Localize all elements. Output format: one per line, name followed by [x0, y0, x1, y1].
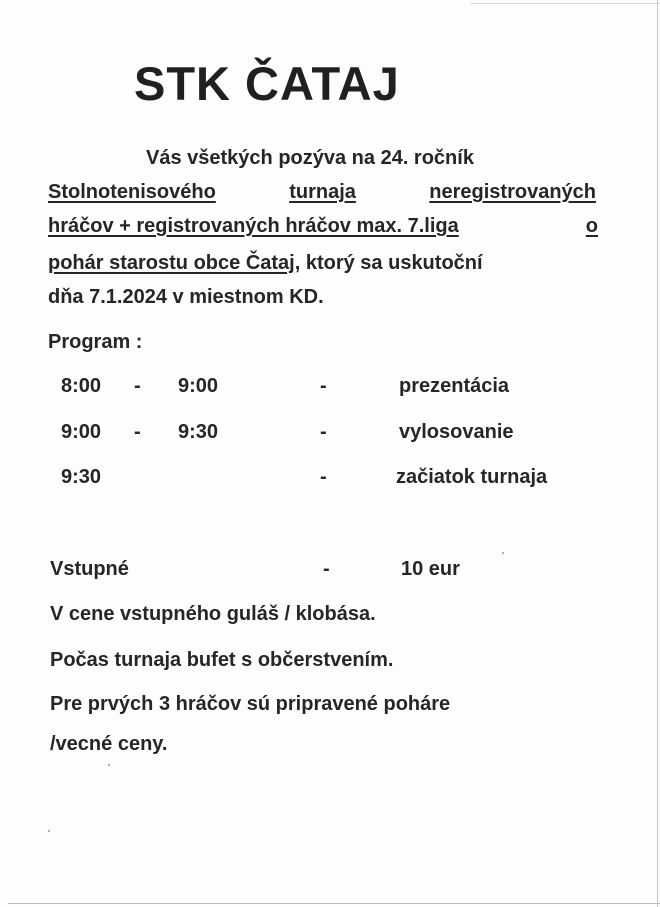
scan-speck [108, 764, 110, 766]
invitation-line-3-end: o [585, 215, 598, 237]
scan-edge-bottom [8, 903, 660, 904]
program-end-time: 9:30 [178, 421, 219, 443]
invitation-line-4 [48, 251, 483, 275]
invitation-word: turnaja [289, 181, 356, 203]
invitation-line-1: Vás všetkých pozýva na 24. ročník [146, 147, 474, 169]
entry-fee-dash: - [323, 558, 330, 580]
program-dash: - [320, 421, 327, 443]
program-range-separator: - [134, 421, 141, 443]
invitation-line-3 [48, 214, 598, 238]
program-heading: Program : [48, 331, 143, 353]
invitation-trophy-name: pohár starostu obce Čataj [48, 252, 295, 274]
program-dash: - [320, 375, 327, 397]
invitation-line-2 [48, 180, 596, 204]
program-start-time: 8:00 [61, 375, 102, 397]
note-line: /vecné ceny. [50, 733, 168, 755]
program-activity: začiatok turnaja [396, 466, 548, 488]
scan-edge-right [657, 0, 658, 907]
scan-speck [502, 552, 504, 554]
note-line: V cene vstupného guláš / klobása. [50, 603, 376, 625]
page-title: STK ČATAJ [134, 57, 400, 110]
entry-fee-label: Vstupné [50, 558, 129, 580]
scan-speck [48, 830, 50, 832]
entry-fee-value: 10 eur [401, 558, 460, 580]
note-line: Počas turnaja bufet s občerstvením. [50, 649, 394, 671]
program-start-time: 9:00 [61, 421, 102, 443]
invitation-word: Stolnotenisového [48, 181, 216, 203]
invitation-line-5: dňa 7.1.2024 v miestnom KD. [48, 286, 324, 308]
scan-edge-top [470, 3, 660, 4]
note-line: Pre prvých 3 hráčov sú pripravené poháre [50, 693, 451, 715]
invitation-line-4-rest: , ktorý sa uskutoční [294, 252, 483, 274]
invitation-line-3-main: hráčov + registrovaných hráčov max. 7.liga [48, 215, 459, 237]
program-end-time: 9:00 [178, 375, 219, 397]
invitation-word: neregistrovaných [429, 181, 596, 203]
program-dash: - [320, 466, 327, 488]
program-start-time: 9:30 [61, 466, 102, 488]
program-activity: prezentácia [399, 375, 510, 397]
program-range-separator: - [134, 375, 141, 397]
program-activity: vylosovanie [399, 421, 514, 443]
